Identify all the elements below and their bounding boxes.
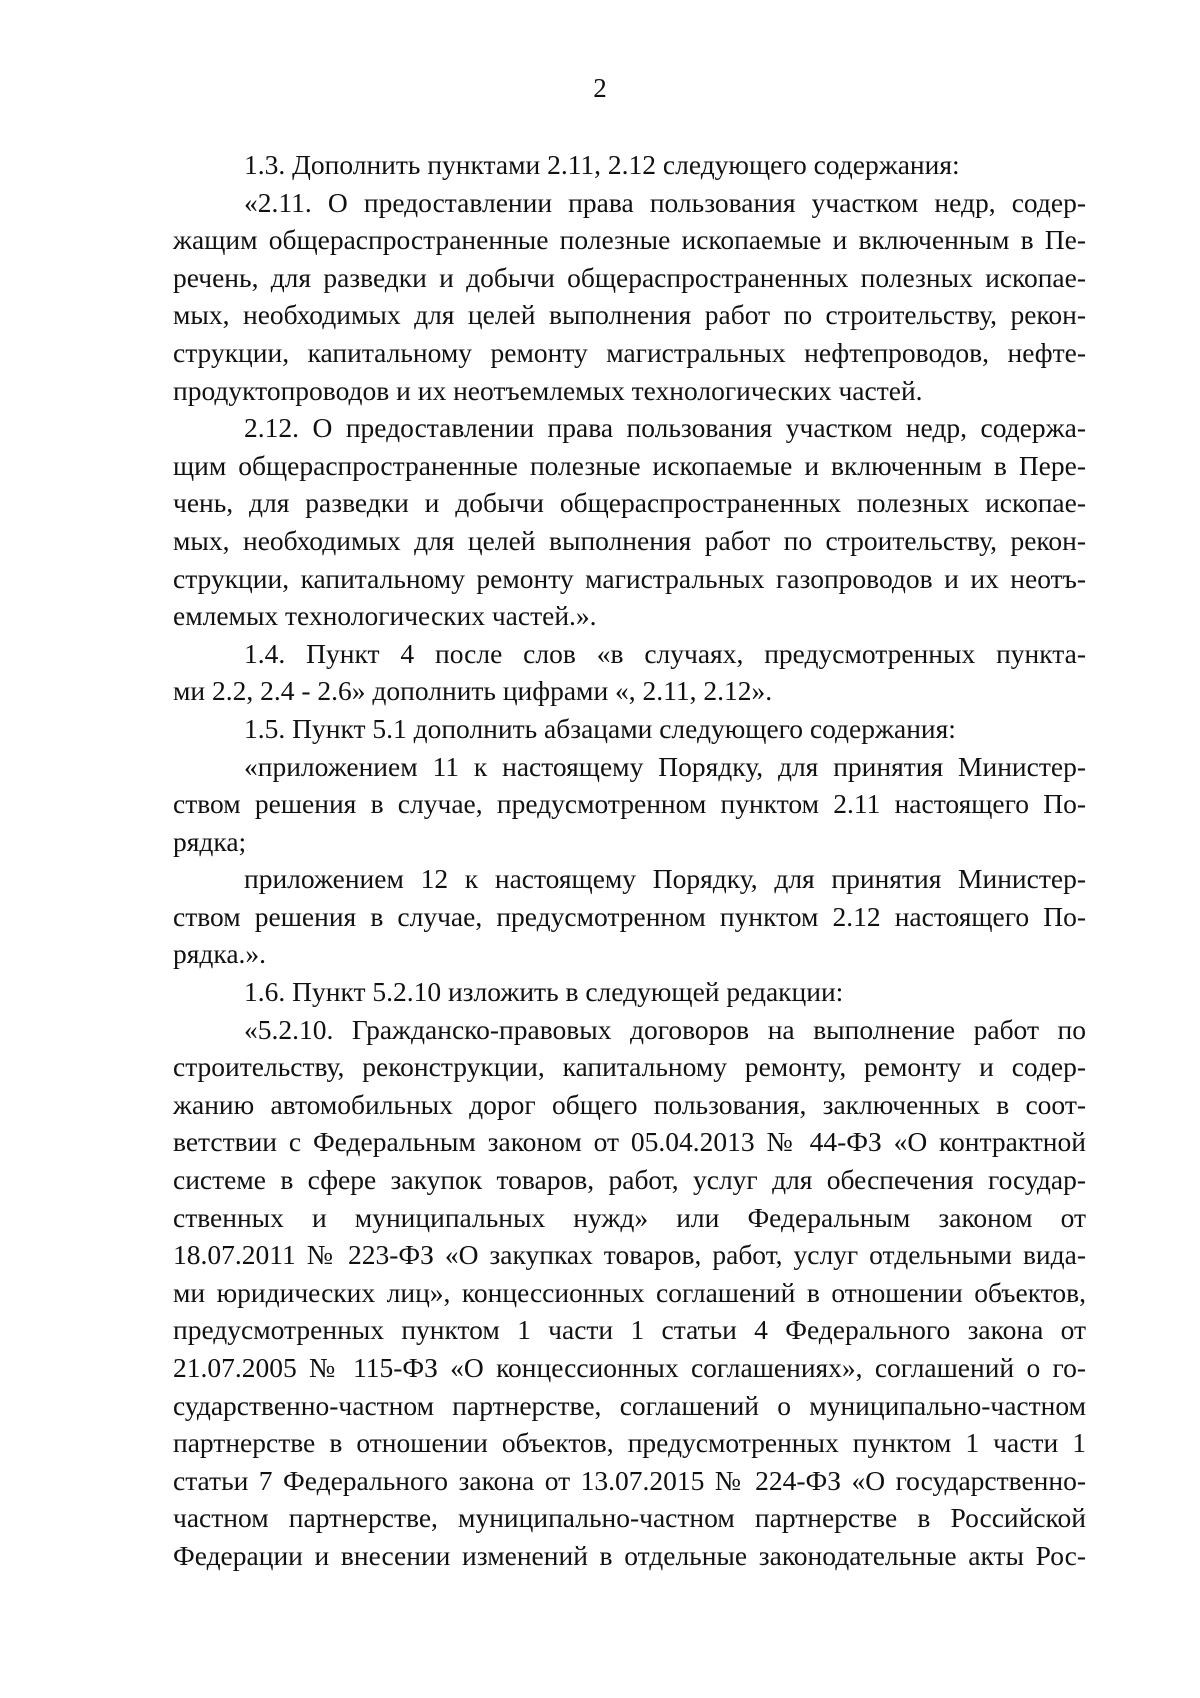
text-line: приложением 12 к настоящему Порядку, для принятия Министер- <box>244 863 1086 895</box>
text-line: «приложением 11 к настоящему Порядку, для принятия Министер- <box>244 750 1086 782</box>
text-line: речень, для разведки и добычи общераспространенных полезных ископае- <box>173 261 1086 293</box>
text-line: предусмотренных пунктом 1 части 1 статьи 4 Федерального закона от <box>173 1314 1086 1346</box>
text-line: партнерстве в отношении объектов, предусмотренных пунктом 1 части 1 <box>173 1427 1086 1459</box>
text-line: 18.07.2011 № 223-ФЗ «О закупках товаров, работ, услуг отдельными вида- <box>173 1239 1086 1271</box>
text-line: жанию автомобильных дорог общего пользования, заключенных в соот- <box>173 1088 1086 1120</box>
text-line: системе в сфере закупок товаров, работ, услуг для обеспечения государ- <box>173 1164 1086 1196</box>
text-line: мых, необходимых для целей выполнения работ по строительству, рекон- <box>173 524 1086 556</box>
text-line: чень, для разведки и добычи общераспространенных полезных ископае- <box>173 487 1086 519</box>
text-line: рядка.». <box>173 938 267 970</box>
text-line: 2.12. О предоставлении права пользования участком недр, содержа- <box>244 412 1086 444</box>
text-line: струкции, капитальному ремонту магистральных нефтепроводов, нефте- <box>173 336 1086 368</box>
text-line: 1.5. Пункт 5.1 дополнить абзацами следующего содержания: <box>244 712 956 744</box>
text-line: «5.2.10. Гражданско-правовых договоров на выполнение работ по <box>244 1013 1086 1045</box>
text-line: сударственно-частном партнерстве, соглашений о муниципально-частном <box>173 1389 1086 1421</box>
text-line: строительству, реконструкции, капитальному ремонту, ремонту и содер- <box>173 1051 1086 1083</box>
text-line: емлемых технологических частей.». <box>173 600 597 632</box>
text-line: жащим общераспространенные полезные ископаемые и включенным в Пе- <box>173 224 1086 256</box>
text-line: ством решения в случае, предусмотренном пунктом 2.12 настоящего По- <box>173 900 1086 932</box>
text-line: ми юридических лиц», концессионных соглашений в отношении объектов, <box>173 1276 1086 1308</box>
text-line: мых, необходимых для целей выполнения работ по строительству, рекон- <box>173 299 1086 331</box>
text-line: ветствии с Федеральным законом от 05.04.2013 № 44-ФЗ «О контрактной <box>173 1126 1086 1158</box>
document-body <box>173 146 1086 1575</box>
text-line: рядка; <box>173 825 247 857</box>
text-line: ством решения в случае, предусмотренном пунктом 2.11 настоящего По- <box>173 788 1086 820</box>
text-line: 1.4. Пункт 4 после слов «в случаях, предусмотренных пункта- <box>244 637 1086 669</box>
text-line: 1.6. Пункт 5.2.10 изложить в следующей редакции: <box>244 976 844 1008</box>
text-line: 21.07.2005 № 115-ФЗ «О концессионных соглашениях», соглашений о го- <box>173 1352 1086 1383</box>
text-line: 1.3. Дополнить пунктами 2.11, 2.12 следующего содержания: <box>244 149 960 180</box>
text-line: Федерации и внесении изменений в отдельные законодательные акты Рос- <box>173 1539 1086 1571</box>
text-line: продуктопроводов и их неотъемлемых технологических частей. <box>173 374 923 406</box>
page-number: 2 <box>593 73 607 103</box>
text-line: «2.11. О предоставлении права пользования участком недр, содер- <box>244 186 1086 218</box>
text-line: ми 2.2, 2.4 - 2.6» дополнить цифрами «, 2.11, 2.12». <box>173 675 773 707</box>
text-line: статьи 7 Федерального закона от 13.07.2015 № 224-ФЗ «О государственно- <box>173 1464 1086 1496</box>
text-line: ственных и муниципальных нужд» или Федеральным законом от <box>173 1201 1086 1233</box>
text-line: частном партнерстве, муниципально-частном партнерстве в Российской <box>173 1502 1086 1534</box>
text-line: щим общераспространенные полезные ископаемые и включенным в Пере- <box>173 449 1086 481</box>
text-line: струкции, капитальному ремонту магистральных газопроводов и их неотъ- <box>173 562 1086 594</box>
